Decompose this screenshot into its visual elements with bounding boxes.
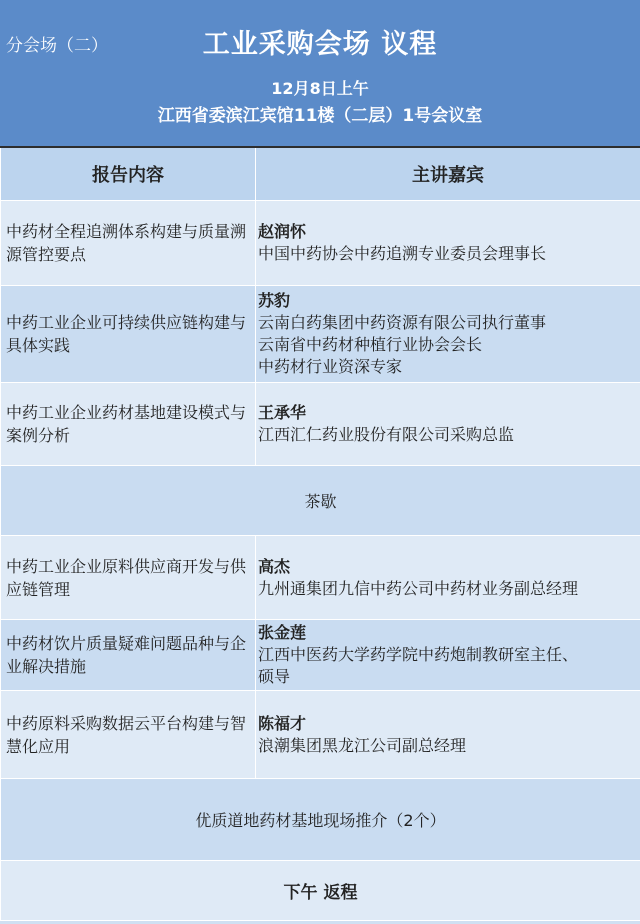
speaker-name: 赵润怀	[258, 222, 307, 241]
break-row	[1, 466, 640, 536]
speaker-name: 高杰	[258, 556, 291, 576]
speaker-title: 浪潮集团黑龙江公司副总经理	[258, 735, 467, 755]
speaker-name: 陈福才	[258, 713, 307, 733]
branch-label: 分会场（二）	[6, 36, 108, 56]
speaker-title: 中国中药协会中药追溯专业委员会理事长	[258, 244, 547, 263]
session-date: 12月8日上午	[271, 79, 369, 98]
report-topic: 中药工业企业可持续供应链构建与具体实践	[1, 286, 256, 383]
speaker-title: 硕导	[258, 667, 291, 686]
speaker-title: 江西汇仁药业股份有限公司采购总监	[258, 425, 515, 444]
speaker-cell	[256, 383, 640, 466]
speaker-cell	[256, 286, 640, 383]
table-row	[1, 201, 640, 286]
speaker-title: 云南省中药材种植行业协会会长	[258, 335, 483, 354]
table-header-row	[1, 147, 640, 201]
report-topic: 中药原料采购数据云平台构建与智慧化应用	[1, 691, 256, 779]
speaker-title: 云南白药集团中药资源有限公司执行董事	[258, 313, 547, 332]
speaker-title: 江西中医药大学药学院中药炮制教研室主任、	[258, 645, 579, 664]
speaker-cell	[256, 691, 640, 779]
agenda-header	[0, 0, 640, 146]
column-header-topic: 报告内容	[1, 147, 256, 201]
base-recommendation: 优质道地药材基地现场推介（2个）	[1, 779, 640, 861]
report-topic: 中药材饮片质量疑难问题品种与企业解决措施	[1, 620, 256, 691]
tea-break: 茶歇	[1, 466, 640, 536]
agenda-table	[0, 146, 640, 921]
report-topic: 中药工业企业原料供应商开发与供应链管理	[1, 536, 256, 620]
report-topic: 中药工业企业药材基地建设模式与案例分析	[1, 383, 256, 466]
speaker-name: 张金莲	[258, 623, 307, 642]
speaker-cell	[256, 536, 640, 620]
table-row	[1, 536, 640, 620]
table-row	[1, 691, 640, 779]
speaker-name: 苏豹	[258, 291, 291, 310]
speaker-title: 中药材行业资深专家	[258, 357, 403, 376]
speaker-cell	[256, 620, 640, 691]
afternoon-return: 下午 返程	[1, 861, 640, 921]
afternoon-row	[1, 861, 640, 921]
report-topic: 中药材全程追溯体系构建与质量溯源管控要点	[1, 201, 256, 286]
session-venue: 江西省委滨江宾馆11楼（二层）1号会议室	[157, 106, 483, 126]
speaker-title: 九州通集团九信中药公司中药材业务副总经理	[258, 578, 579, 598]
speaker-name: 王承华	[258, 403, 307, 422]
table-row	[1, 620, 640, 691]
table-row	[1, 286, 640, 383]
recommend-row	[1, 779, 640, 861]
table-row	[1, 383, 640, 466]
column-header-speaker: 主讲嘉宾	[256, 147, 640, 201]
agenda-title: 工业采购会场 议程	[202, 29, 438, 60]
speaker-cell	[256, 201, 640, 286]
